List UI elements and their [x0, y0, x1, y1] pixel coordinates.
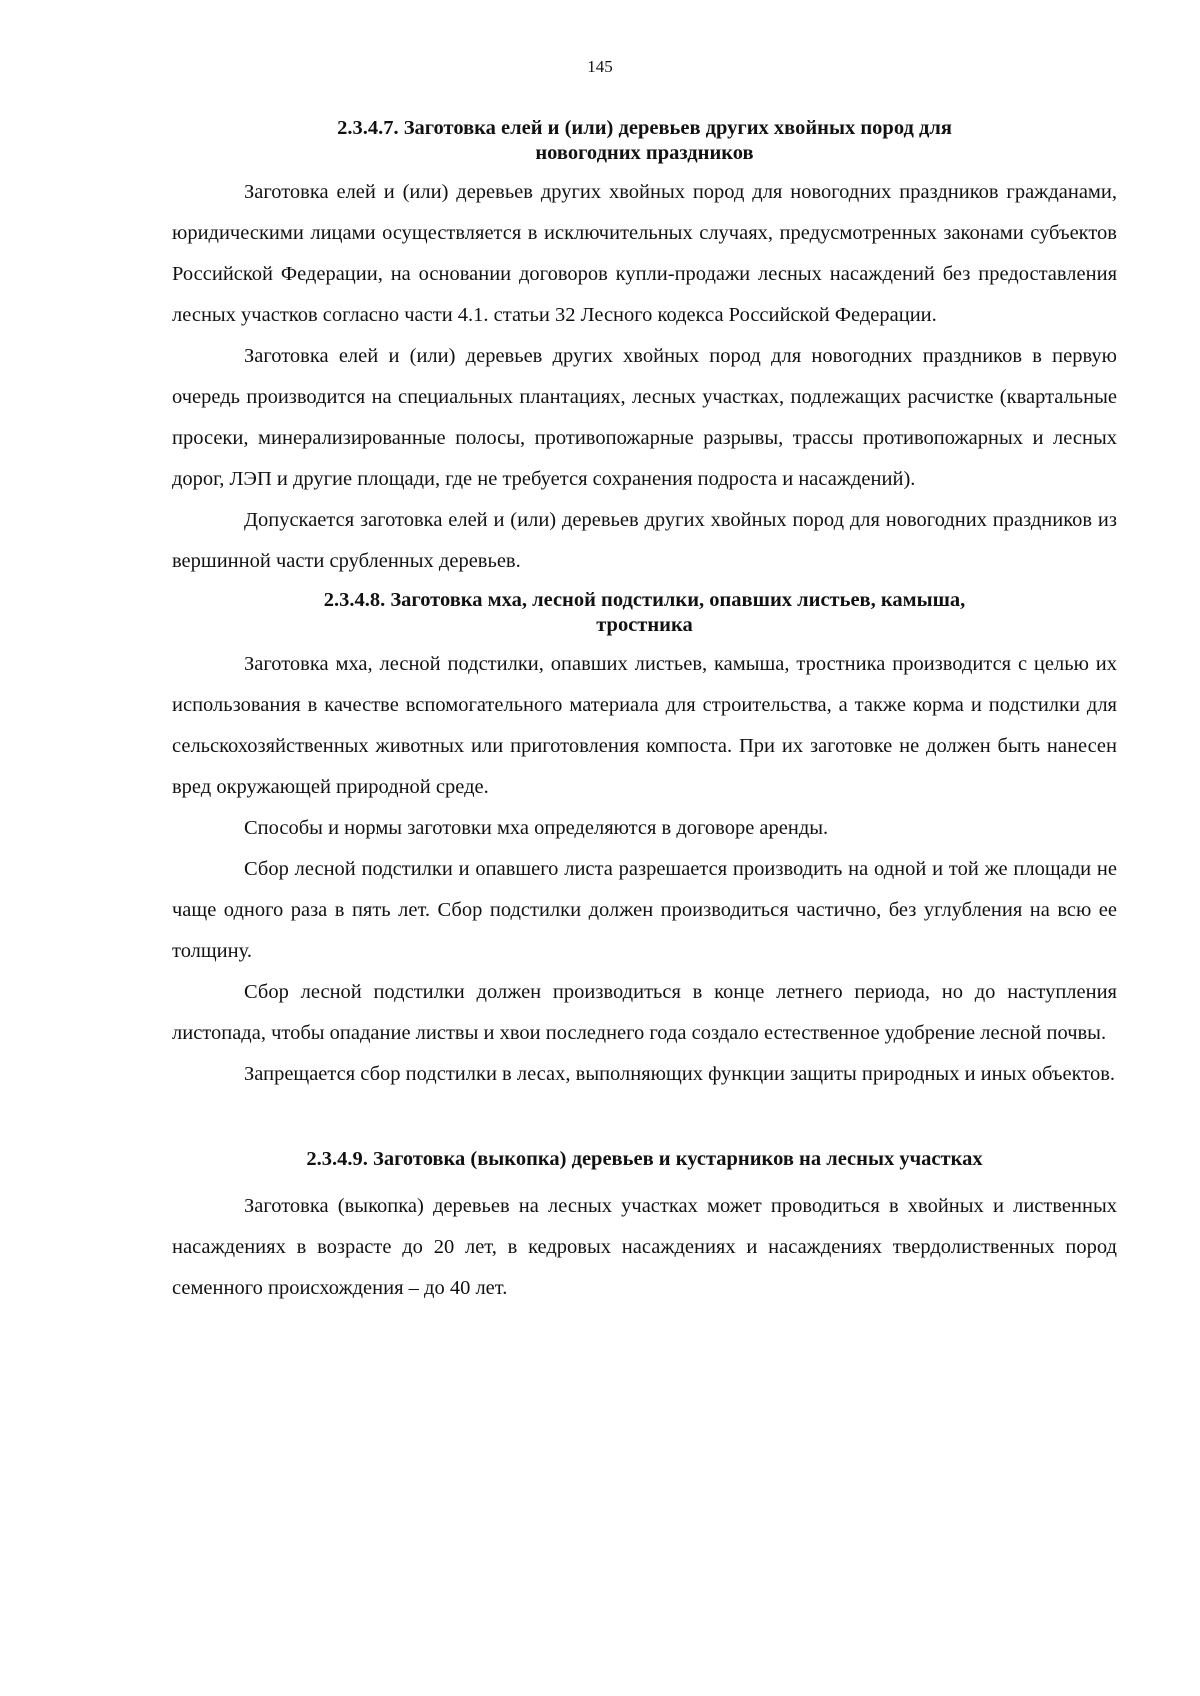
section-heading-2-3-4-9 [172, 1147, 1117, 1172]
heading-line: 2.3.4.7. Заготовка елей и (или) деревьев других хвойных пород для [337, 117, 952, 139]
page-number: 145 [587, 57, 613, 76]
paragraph: Способы и нормы заготовки мха определяются в договоре аренды. [244, 817, 829, 839]
paragraph: Допускается заготовка елей и (или) деревьев других хвойных пород для новогодних праздников из вершинной части срубленных деревьев. [172, 509, 1117, 572]
paragraph: Сбор лесной подстилки должен производиться в конце летнего периода, но до наступления листопада, чтобы опадание листвы и хвои последнего года создало естественное удобрение лесной почвы. [172, 981, 1117, 1044]
paragraph: Заготовка мха, лесной подстилки, опавших листьев, камыша, тростника производится с целью их использования в качестве вспомогательного материала для строительства, а также корма и подстилки для сельскохозяйственных животных или приготовления компоста. При их заготовке не должен быть нанесен вред окружающей природной среде. [172, 653, 1117, 798]
paragraph: Сбор лесной подстилки и опавшего листа разрешается производить на одной и той же площади не чаще одного раза в пять лет. Сбор подстилки должен производиться частично, без углубления на всю ее толщину. [172, 858, 1117, 962]
section-heading-2-3-4-7 [172, 116, 1117, 166]
document-body [172, 116, 1117, 1309]
heading-line: 2.3.4.8. Заготовка мха, лесной подстилки, опавших листьев, камыша, [323, 589, 966, 611]
paragraph: Запрещается сбор подстилки в лесах, выполняющих функции защиты природных и иных объектов. [244, 1063, 1116, 1085]
heading-line: 2.3.4.9. Заготовка (выкопка) деревьев и кустарников на лесных участках [306, 1148, 983, 1170]
heading-line: тростника [596, 614, 693, 636]
paragraph: Заготовка елей и (или) деревьев других хвойных пород для новогодних праздников гражданами, юридическими лицами осуществляется в исключительных случаях, предусмотренных законами субъектов Российской Федерации, на основании договоров купли-продажи лесных насаждений без предоставления лесных участков согласно части 4.1. статьи 32 Лесного кодекса Российской Федерации. [172, 181, 1117, 326]
paragraph: Заготовка (выкопка) деревьев на лесных участках может проводиться в хвойных и лиственных насаждениях в возрасте до 20 лет, в кедровых насаждениях и насаждениях твердолиственных пород семенного происхождения – до 40 лет. [172, 1195, 1117, 1299]
section-heading-2-3-4-8 [172, 588, 1117, 638]
heading-line: новогодних праздников [535, 142, 754, 164]
paragraph: Заготовка елей и (или) деревьев других хвойных пород для новогодних праздников в первую очередь производится на специальных плантациях, лесных участках, подлежащих расчистке (квартальные просеки, минерализированные полосы, противопожарные разрывы, трассы противопожарных и лесных дорог, ЛЭП и другие площади, где не требуется сохранения подроста и насаждений). [172, 345, 1117, 490]
